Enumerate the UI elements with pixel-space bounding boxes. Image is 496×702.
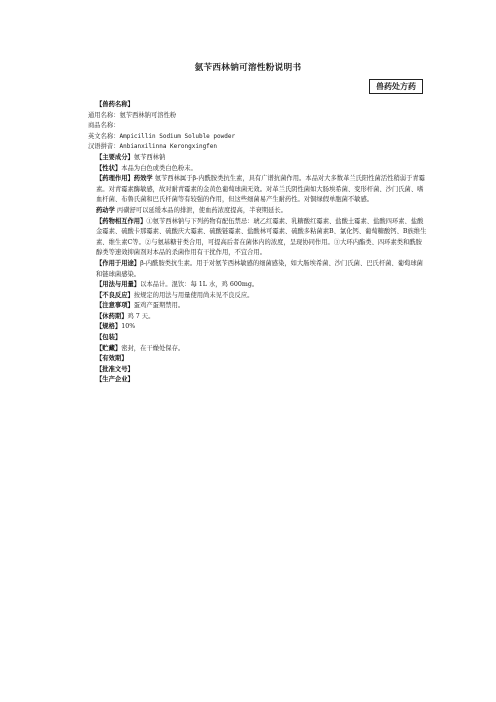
withdrawal-label: 【休药期】 [96,312,128,320]
ingredient-value: 氨苄西林钠 [133,153,166,161]
spec-text: 10% [121,323,136,331]
english-name-label: 英文名称： [88,132,120,140]
adverse-text: 按规定的用法与用量使用尚未见不良反应。 [133,291,254,299]
trade-name-row [88,121,428,132]
dosage-text: 以本品计。混饮：每 1L 水，鸡 600mg。 [140,281,259,289]
storage-text: 密封，在干燥处保存。 [121,344,185,352]
ingredient-label: 【主要成分】 [96,153,134,161]
english-name-row [88,132,428,143]
withdrawal-row [88,312,428,323]
adverse-row [88,291,428,302]
expiry-label: 【有效期】 [96,355,128,363]
generic-name-label: 通用名称： [88,111,120,119]
pharmacokinetics-label: 药动学 [96,206,115,214]
ingredient-row [88,153,428,164]
interaction-label: 【药物相互作用】 [96,217,147,225]
trade-name-label: 商品名称： [88,122,120,130]
interaction-paragraph [88,217,428,259]
pharmacology-label: 【药理作用】 [96,175,134,183]
english-name-value: Ampicillin Sodium Soluble powder [119,132,236,140]
pharmacokinetics-paragraph [88,206,428,217]
dosage-row [88,280,428,291]
adverse-label: 【不良反应】 [96,291,134,299]
spec-row [88,322,428,333]
pharmacodynamics-text: 氨苄西林属于β-内酰胺类抗生素，具有广谱抗菌作用。本品对大多数革兰氏阳性菌活性稍弱于青霉素。对青霉素酶敏感，故对耐青霉素的金黄色葡萄球菌无效。对革兰氏阴性菌如大肠埃希菌、变形杆菌、沙门氏菌、嗜血杆菌、布鲁氏菌和巴氏杆菌等有较强的作用，但这些细菌易产生耐药性。对铜绿假单胞菌不敏感。 [96,175,425,204]
package-label: 【包装】 [96,334,122,342]
indication-text: β-内酰胺类抗生素。用于对氨苄西林敏感的细菌感染，如大肠埃希菌、沙门氏菌、巴氏杆菌、葡萄球菌和链球菌感染。 [96,259,423,278]
pharmacology-paragraph [88,174,428,206]
approval-row [88,365,428,376]
prescription-badge: 兽药处方药 [369,79,423,94]
property-row [88,164,428,175]
generic-name-row [88,111,428,122]
property-label: 【性状】 [96,164,122,172]
withdrawal-text: 鸡 7 天。 [127,312,155,320]
generic-name-value: 氨苄西林钠可溶性粉 [119,111,177,119]
pharmacokinetics-text: 丙磺舒可以延缓本品的排泄，使血药浓度提高，半衰期延长。 [116,206,287,214]
section-drug-name [88,100,428,111]
document-title: 氨苄西林钠可溶性粉说明书 [194,63,302,73]
caution-row [88,301,428,312]
spec-label: 【规格】 [96,323,122,331]
pinyin-label: 汉语拼音： [88,143,120,151]
indication-label: 【作用于用途】 [96,259,141,267]
dosage-label: 【用法与用量】 [96,281,141,289]
interaction-text: ①氨苄西林钠与下列药物有配伍禁忌：琥乙红霉素、乳糖酸红霉素、盐酸土霉素、盐酸四环素、盐酸金霉素、硫酸卡那霉素、硫酸庆大霉素、硫酸链霉素、盐酸林可霉素、硫酸多粘菌素B、氯化钙、葡萄糖酸钙、B族维生素、维生素C等。②与氨基糖苷类合用，可提高后者在菌体内的浓度，呈现协同作用。③大环内酯类、四环素类和酰胺醇类等速效抑菌剂对本品的杀菌作用有干扰作用，不宜合用。 [96,217,427,257]
caution-label: 【注意事项】 [96,302,134,310]
indication-paragraph [88,259,428,280]
caution-text: 蛋鸡产蛋期禁用。 [133,302,185,310]
property-value: 本品为白色或类白色粉末。 [121,164,197,172]
approval-label: 【批准文号】 [96,365,134,373]
storage-row [88,344,428,355]
document-body [88,100,428,386]
pinyin-value: Anbianxilinna Kerongxingfen [119,143,218,151]
pinyin-row [88,142,428,153]
manufacturer-row [88,375,428,386]
expiry-row [88,354,428,365]
pharmacodynamics-label: 药效学 [133,175,153,183]
package-row [88,333,428,344]
drug-name-header: 【兽药名称】 [96,101,134,108]
storage-label: 【贮藏】 [96,344,122,352]
manufacturer-label: 【生产企业】 [96,376,134,384]
